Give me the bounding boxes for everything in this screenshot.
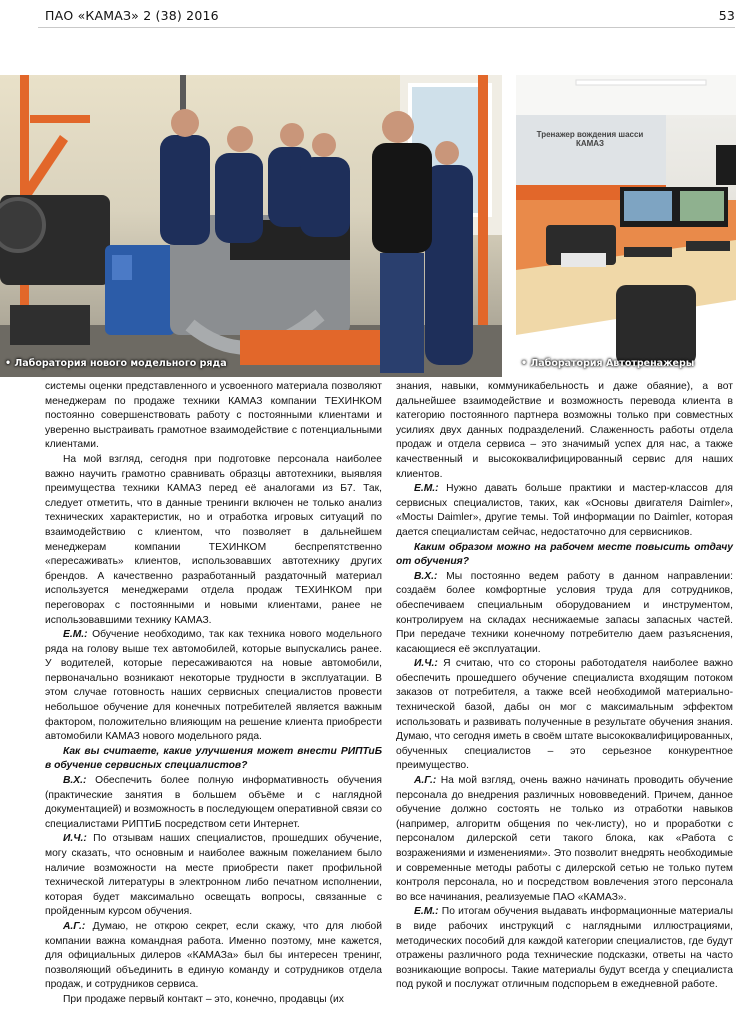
speaker-initials: Е.М.: (414, 906, 439, 918)
answer-text: Думаю, не открою секрет, если скажу, что для любой компании важна командная работа. Именно поэтому, мне кажется, для официальных дилеров «КАМАЗа» был бы интересен тренинг, позволяющий объединить в единую команду и сотрудников отдела продаж, и сотрудников сервиса. (45, 920, 382, 991)
answer-text: Мы постоянно ведем работу в данном направлении: создаём более комфортные условия труда для сотрудников, обеспечиваем специальным оборудованием и инструментом, контролируем на складах неснижаемые запасы запасных частей. При передаче техники конечному потребителю даем разъяснения, касающиеся её эксплуатации. (396, 570, 733, 655)
speaker-initials: И.Ч.: (63, 833, 87, 845)
question-text: Каким образом можно на рабочем месте повысить отдачу от обучения? (396, 541, 733, 568)
answer-text: Я считаю, что со стороны работодателя наиболее важно обеспечить прошедшего обучение специалиста входящим потоком заказов от потребителя, а также всей необходимой материально-технической базой, дабы он мог с максимальным эффектом использовать и развивать полученные в результате обучения знания. Думаю, что сегодня иметь в своём штате высококвалифицированных, обученных специалистов – это серьезное конкурентное преимущество. (396, 658, 733, 772)
answer-text: На мой взгляд, очень важно начинать проводить обучение персонала до внедрения различных нововведений. Причем, данное обучение должно состоять не только из отработки навыков (например, алгоритм общения по чек-листу), но и проработки с персоналом дилерской сети такого блока, как «Работа с возражениями и изменениями». Это позволит внедрять необходимые и современные методы работы с дилерской сетью не только путем контроля персонала, но и посредством вовлечения этого персонала во все начинания, реализуемые ПАО «КАМАЗ». (396, 775, 733, 903)
answer-text: По отзывам наших специалистов, прошедших обучение, могу сказать, что основным и наиболее важным пожеланием было наличие возможности на месте приобрести пакет профильной технической литературы в электронном либо печатном исполнении, которая будет максимально освещать вопросы, связанные с пройденным курсом обучения. (45, 833, 382, 918)
page-number: 53 (718, 8, 735, 23)
header-rule (38, 27, 735, 28)
article-column-left (45, 380, 382, 1008)
question-text: Как вы считаете, какие улучшения может внести РИПТиБ в обучение сервисных специалистов? (45, 745, 382, 772)
interview-question (396, 541, 733, 570)
answer-text: Обучение необходимо, так как техника нового модельного ряда на голову выше тех автомобилей, которые выпускались ранее. У водителей, которые пересаживаются на новые автомобили, первоначально возникают некоторые трудности в эксплуатации. В этом случае готовность наших сервисных специалистов провести небольшое обучение для конечных потребителей является важным фактором, положительно влияющим на решение клиента приобрести автомобили КАМАЗ нового модельного ряда. (45, 629, 382, 743)
speaker-initials: Е.М.: (414, 483, 439, 495)
speaker-initials: А.Г.: (63, 920, 86, 932)
answer-text: По итогам обучения выдавать информационные материалы в виде рабочих инструкций с наглядными иллюстрациями, методических пособий для каждой категории специалистов, где будут отражены различного рода технические подсказки, ответы на часто возникающие вопросы. Такие материалы будут всегда у специалиста под рукой и послужат отличным подспорьем в ежедневной работе. (396, 906, 733, 991)
interview-answer (45, 628, 382, 745)
photo-caption-model-lab: • Лаборатория нового модельного ряда (5, 358, 227, 369)
interview-answer (45, 920, 382, 993)
photo-caption-simulator-lab: • Лаборатория Автотренажеры (521, 358, 695, 369)
interview-question (45, 745, 382, 774)
answer-text: Обеспечить более полную информативность обучения (практические занятия в большем объёме и с наглядной документацией) и возможность в последующем оперативной связи со специалистами РИПТиБ посредством сети Интернет. (45, 775, 382, 830)
interview-answer (45, 774, 382, 832)
interview-answer (45, 832, 382, 920)
model-lab-illustration (0, 75, 502, 377)
interview-answer (396, 482, 733, 540)
publication-title: ПАО «КАМАЗ» 2 (38) 2016 (45, 8, 219, 23)
body-paragraph: знания, навыки, коммуникабельность и даже обаяние), а вот дальнейшее взаимодействие и возможность перевода клиента в категорию постоянного партнера возможны только при совместных усилиях двух данных подразделений. Слаженность работы отдела продаж и отдела сервиса – это значимый успех для нас, а также качественный и высококвалифицированный сервис для наших клиентов. (396, 381, 733, 480)
body-paragraph: При продаже первый контакт – это, конечно, продавцы (их (63, 993, 344, 1005)
answer-text: Нужно давать больше практики и мастер-классов для сервисных специалистов, таких, как «Основы двигателя Daimler», «Мосты Daimler», другие темы. Той информации по Daimler, которая дается специалистам сейчас, недостаточно для сервисников. (396, 483, 733, 538)
page-header (45, 8, 735, 26)
simulator-lab-illustration (516, 75, 736, 377)
body-paragraph: На мой взгляд, сегодня при подготовке персонала наиболее важно научить грамотно сравнивать образцы автотехники, выявляя преимущества техники КАМАЗ перед её аналогами из Б7. Так, следует отметить, что в данные тренинги включен не только анализ технических характеристик, но и отработка игровых ситуаций по взаимодействию с клиентом, что позволяет в дальнейшем менеджерам компании ТЕХИНКОМ беспрепятственно «пересаживать» клиентов, использовавших автотехнику других брендов. А качественно разработанный раздаточный материал используется менеджерами отдела продаж ТЕХИНКОМ при переговорах с постоянными и новыми клиентами, ранее не использовавшими технику КАМАЗ. (45, 453, 382, 626)
simulator-sign-text: Тренажер вождения шасси КАМАЗ (536, 130, 644, 148)
interview-answer (396, 657, 733, 774)
speaker-initials: И.Ч.: (414, 658, 438, 670)
speaker-initials: В.Х.: (63, 775, 87, 787)
speaker-initials: А.Г.: (414, 775, 437, 787)
photo-model-lab (0, 75, 502, 377)
body-paragraph: системы оценки представленного и усвоенного материала позволяют менеджерам по продаже техники КАМАЗ компании ТЕХИНКОМ постоянно совершенствовать работу с постоянными клиентами и уверенно выстраивать грамотное взаимодействие с потенциальными клиентами. (45, 381, 382, 451)
interview-answer (396, 905, 733, 993)
article-column-right (396, 380, 733, 993)
interview-answer (396, 570, 733, 658)
interview-answer (396, 774, 733, 905)
speaker-initials: Е.М.: (63, 629, 88, 641)
speaker-initials: В.Х.: (414, 570, 438, 582)
photo-simulator-lab (516, 75, 736, 377)
